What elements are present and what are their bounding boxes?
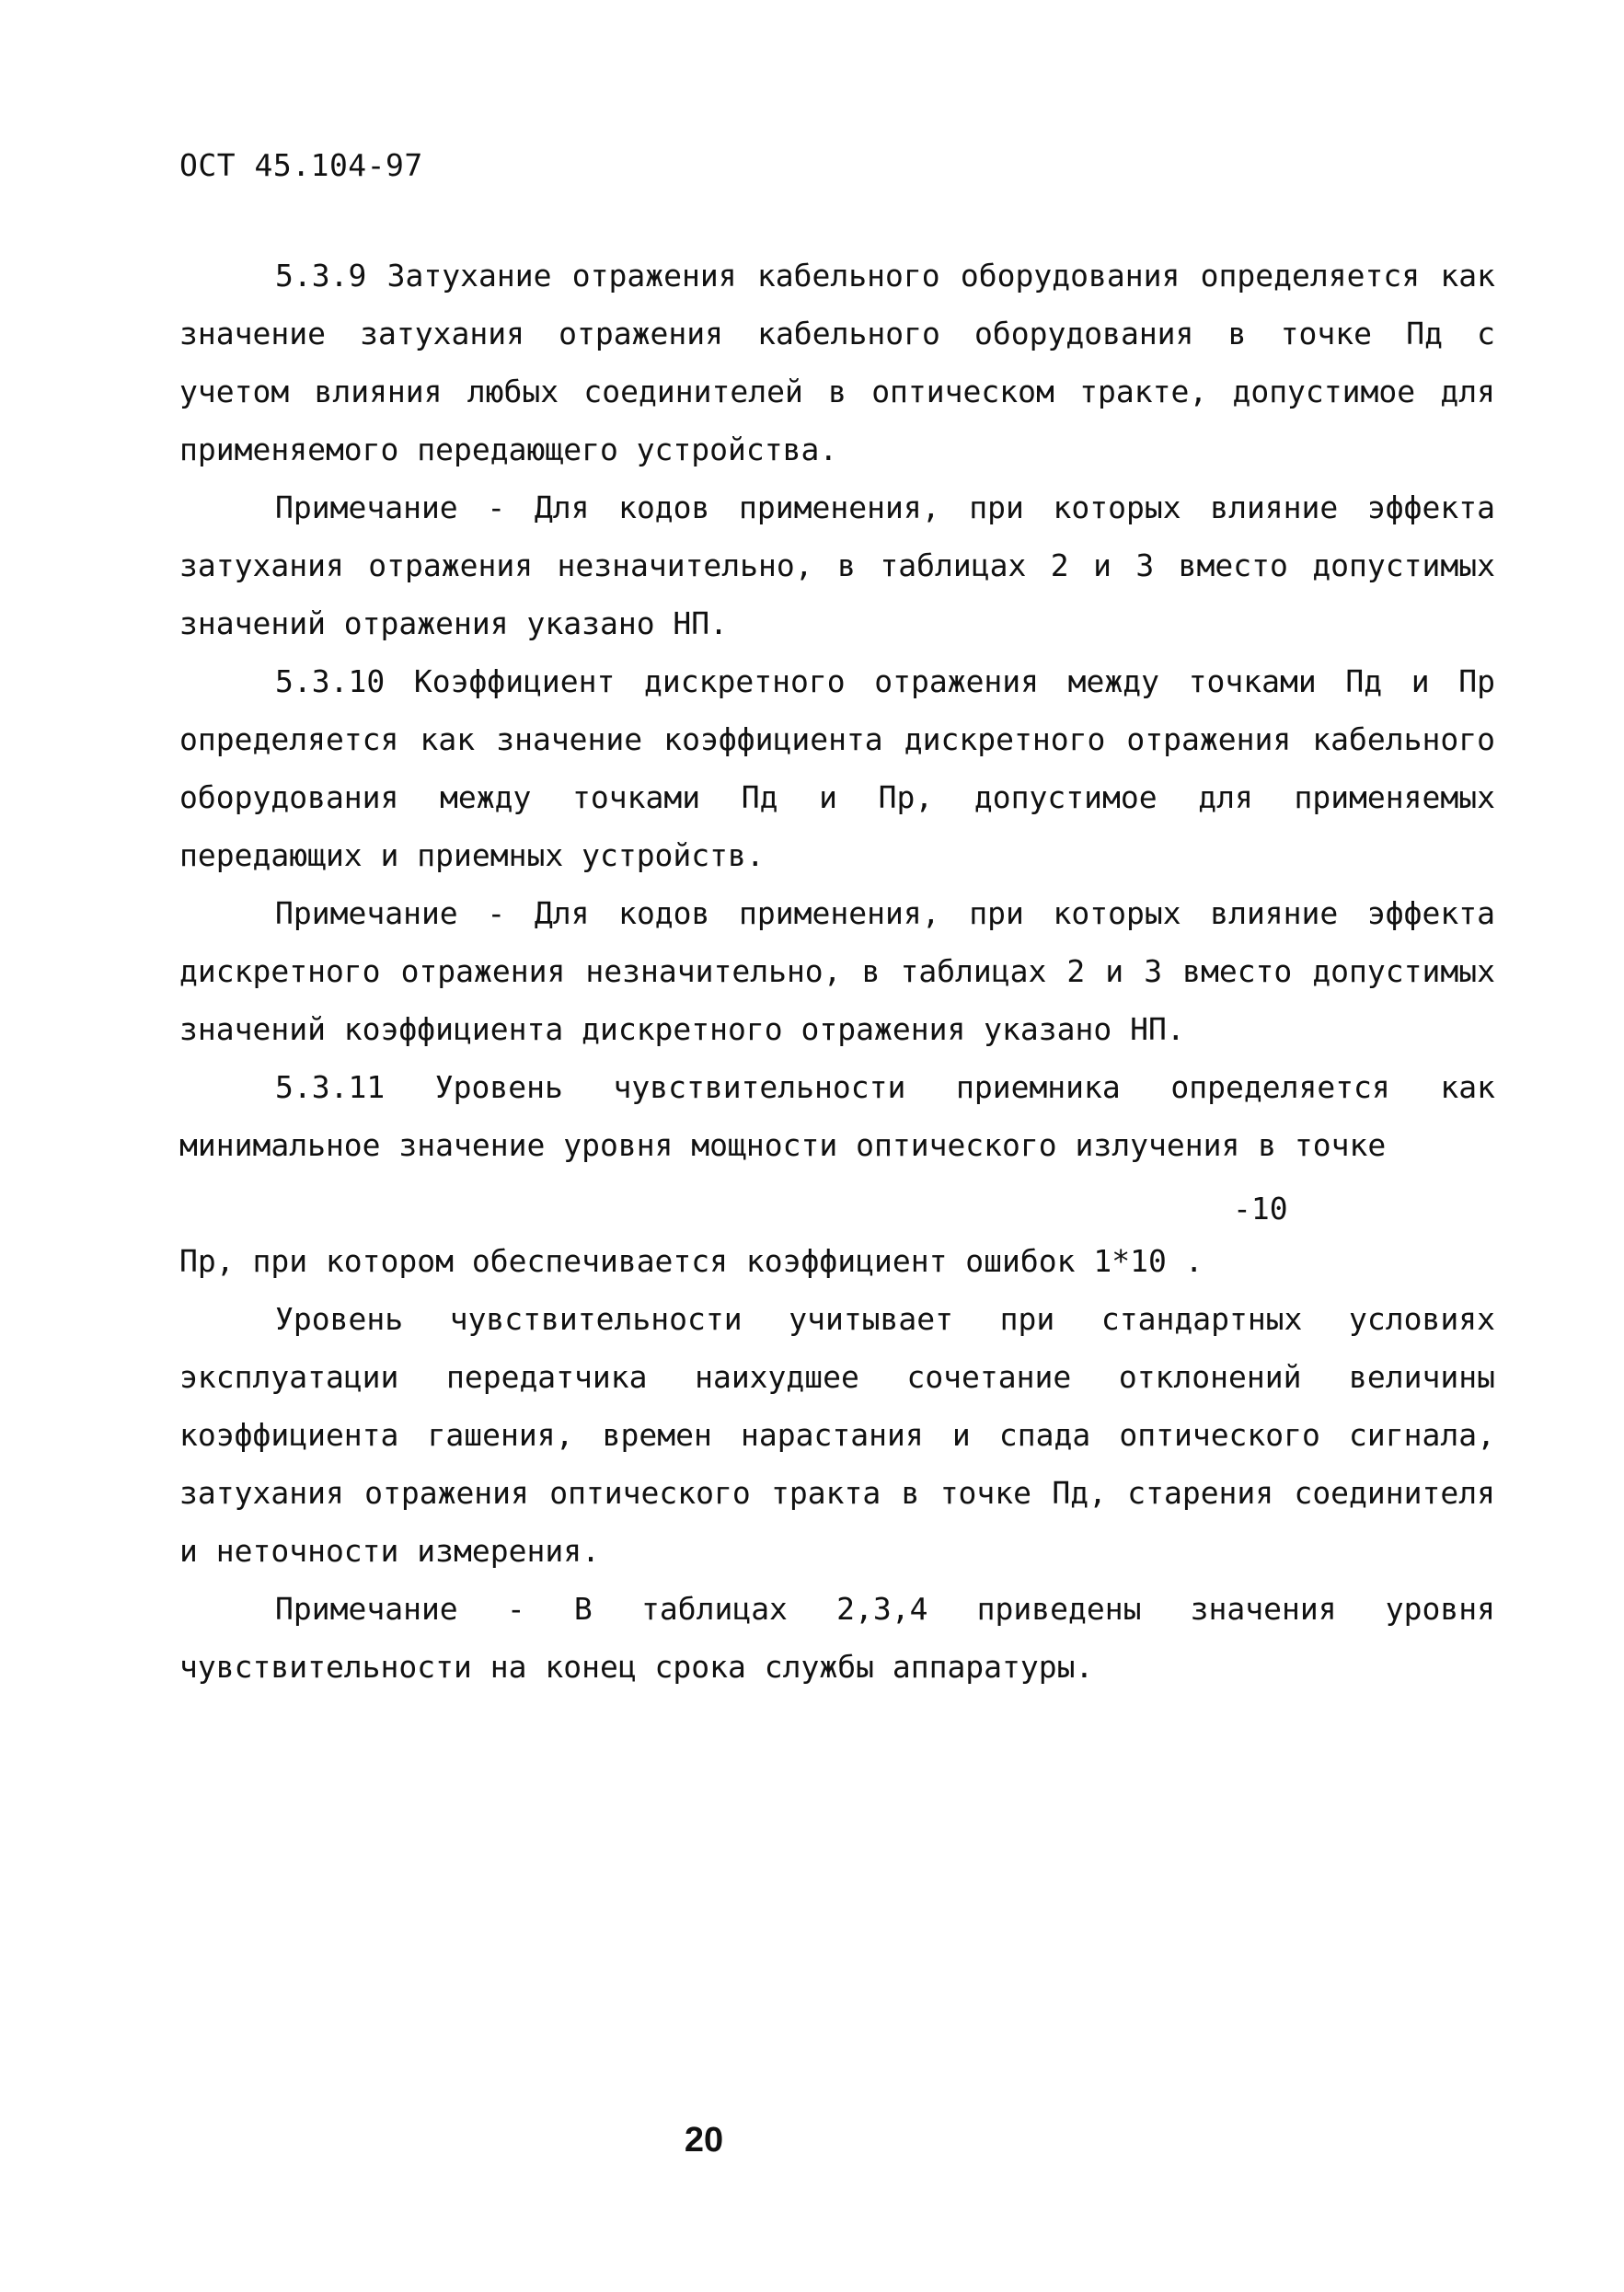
paragraph-5-3-11: 5.3.11 Уровень чувствительности приемника определяется как минимальное значение уровня мощности оптического излучения в точке (179, 1069, 1495, 1163)
note-5-3-10: Примечание - Для кодов применения, при которых влияние эффекта дискретного отражения незначительно, в таблицах 2 и 3 вместо допустимых значений коэффициента дискретного отражения указано НП. (179, 895, 1495, 1047)
page-number: 20 (684, 2121, 724, 2160)
paragraph-5-3-11-continued: Пр, при котором обеспечивается коэффициент ошибок 1*10 . (179, 1243, 1204, 1279)
paragraph-5-3-9: 5.3.9 Затухание отражения кабельного оборудования определяется как значение затухания отражения кабельного оборудования в точке Пд с учетом влияния любых соединителей в оптическом тракте, допустимое для применяемого передающего устройства. (179, 258, 1495, 467)
exponent-line (179, 1174, 1495, 1232)
error-rate-exponent: -10 (1233, 1191, 1288, 1227)
note-5-3-11: Примечание - В таблицах 2,3,4 приведены значения уровня чувствительности на конец срока службы аппаратуры. (179, 1591, 1495, 1685)
paragraph-5-3-10: 5.3.10 Коэффициент дискретного отражения между точками Пд и Пр определяется как значение коэффициента дискретного отражения кабельного оборудования между точками Пд и Пр, допустимое для применяемых передающих и приемных устройств. (179, 663, 1495, 873)
note-5-3-9: Примечание - Для кодов применения, при которых влияние эффекта затухания отражения незначительно, в таблицах 2 и 3 вместо допустимых значений отражения указано НП. (179, 489, 1495, 641)
paragraph-sensitivity: Уровень чувствительности учитывает при стандартных условиях эксплуатации передатчика наихудшее сочетание отклонений величины коэффициента гашения, времен нарастания и спада оптического сигнала, затухания отражения оптического тракта в точке Пд, старения соединителя и неточности измерения. (179, 1301, 1495, 1569)
document-code: ОСТ 45.104-97 (179, 147, 423, 183)
document-body (179, 247, 1495, 1696)
